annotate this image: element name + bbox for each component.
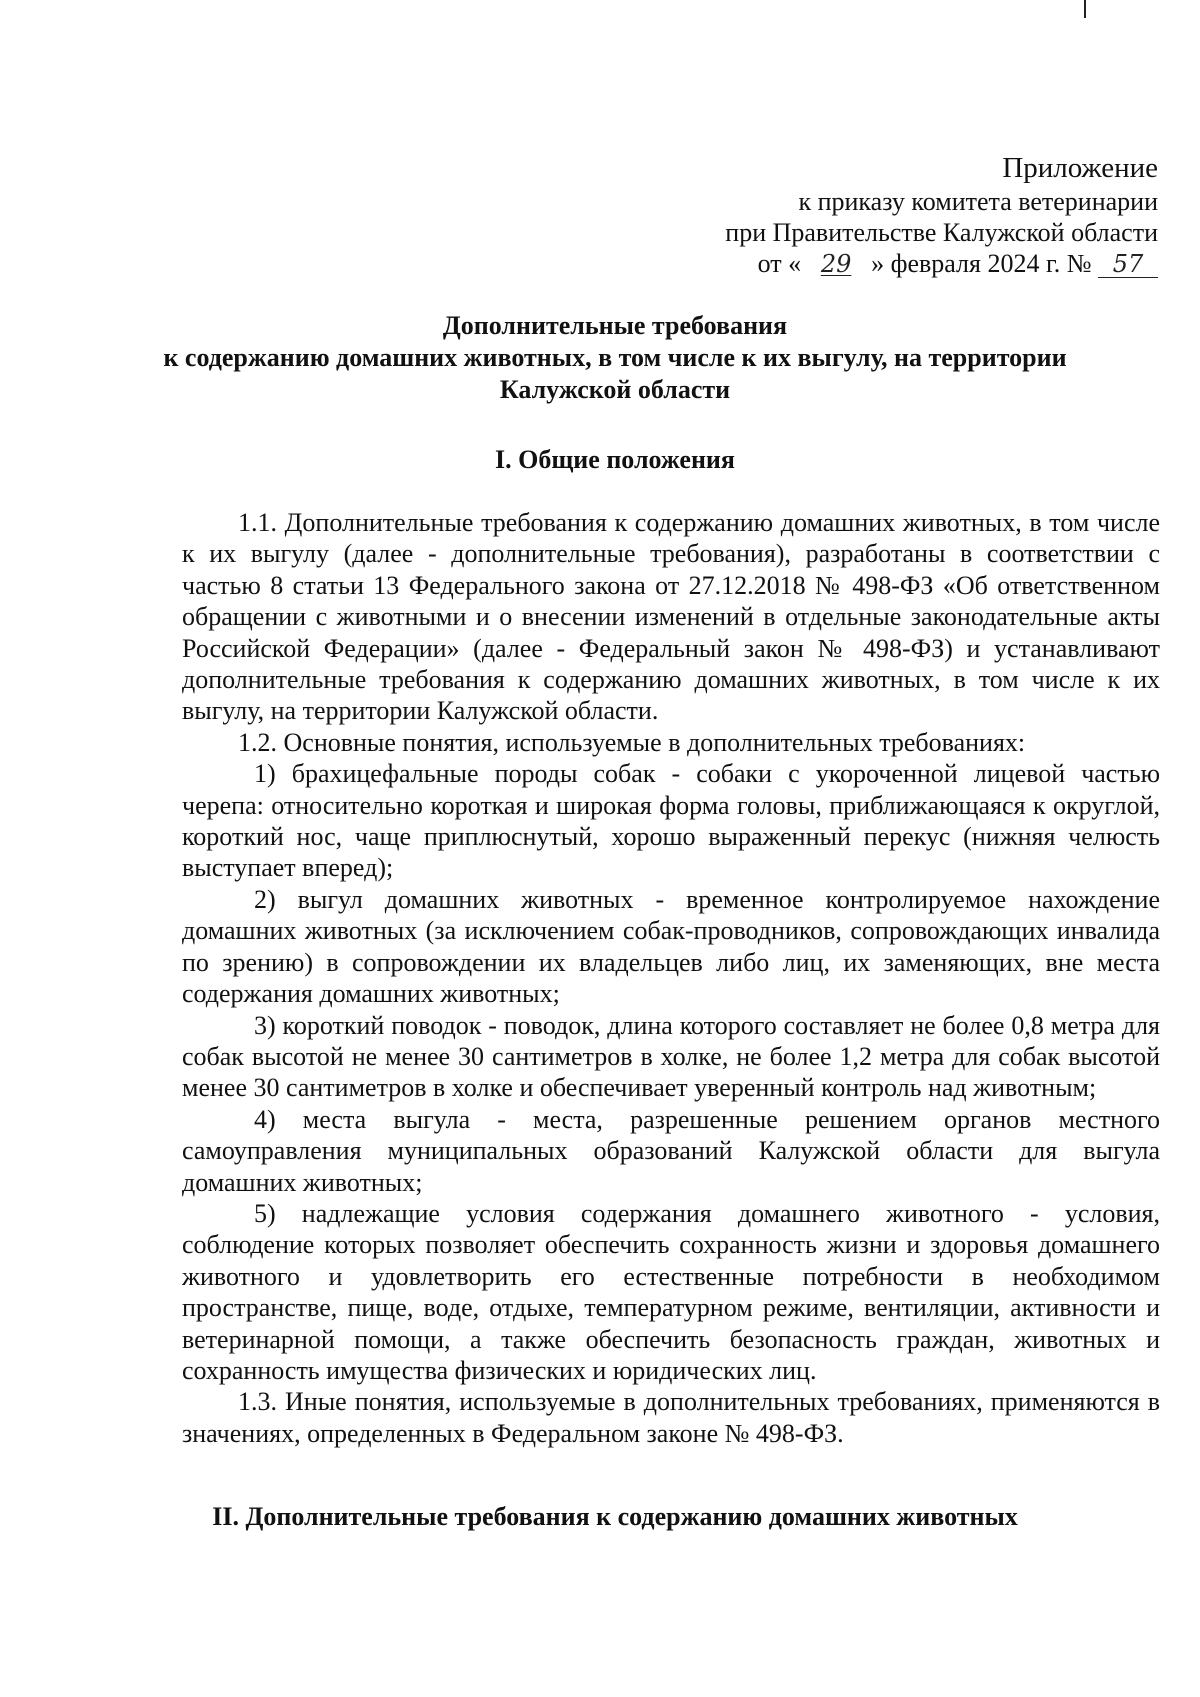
definition-item-3: 3) короткий поводок - поводок, длина которого составляет не более 0,8 метра для собак высотой не менее 30 сантиметров в холке, не более 1,2 метра для собак высотой менее 30 сантиметров в холке и обеспечивает уверенный контроль над животным; xyxy=(182,1010,1160,1103)
attachment-title: Приложение xyxy=(1002,152,1158,184)
definition-item-4: 4) места выгула - места, разрешенные решением органов местного самоуправления муниципальных образований Калужской области для выгула домашних животных; xyxy=(182,1104,1160,1197)
section-1-heading: I. Общие положения xyxy=(495,445,735,474)
document-title-line-3: Калужской области xyxy=(499,375,731,404)
definition-item-1: 1) брахицефальные породы собак - собаки с укороченной лицевой частью черепа: относительно короткая и широкая форма головы, приближающаяся к округлой, короткий нос, чаще приплюснутый, хорошо выраженный перекус (нижняя челюсть выступает вперед); xyxy=(182,759,1160,883)
document-title-line-1: Дополнительные требования xyxy=(442,311,788,340)
attachment-line-1: к приказу комитета ветеринарии xyxy=(798,187,1158,216)
section-2-heading: II. Дополнительные требования к содержанию домашних животных xyxy=(212,1502,1018,1531)
definition-item-5: 5) надлежащие условия содержания домашнего животного - условия, соблюдение которых позволяет обеспечить сохранность жизни и здоровья домашнего животного и удовлетворить его естественные потребности в необходимом пространстве, пище, воде, отдыхе, температурном режиме, вентиляции, активности и ветеринарной помощи, а также обеспечить безопасность граждан, животных и сохранность имущества физических и юридических лиц. xyxy=(182,1198,1160,1385)
handwritten-day: 29 xyxy=(820,250,852,278)
scan-corner-mark xyxy=(1084,0,1086,18)
attachment-date-line xyxy=(725,248,1158,280)
attachment-block xyxy=(725,150,1158,280)
date-prefix: от « xyxy=(757,249,802,278)
section-1-body xyxy=(182,507,1160,1449)
document-title xyxy=(110,310,1120,406)
paragraph-1-3: 1.3. Иные понятия, используемые в дополнительных требованиях, применяются в значениях, определенных в Федеральном законе № 498-ФЗ. xyxy=(182,1387,1160,1448)
document-title-line-2: к содержанию домашних животных, в том числе к их выгулу, на территории xyxy=(163,343,1067,372)
date-suffix: » февраля 2024 г. № xyxy=(871,249,1092,278)
definition-item-2: 2) выгул домашних животных - временное контролируемое нахождение домашних животных (за исключением собак-проводников, сопровождающих инвалида по зрению) в сопровождении их владельцев либо лиц, их заменяющих, вне места содержания домашних животных; xyxy=(182,884,1160,1009)
attachment-line-2: при Правительстве Калужской области xyxy=(725,218,1158,247)
paragraph-1-1: 1.1. Дополнительные требования к содержанию домашних животных, в том числе к их выгулу (далее - дополнительные требования), разработаны в соответствии с частью 8 статьи 13 Федерального закона от 27.12.2018 № 498-ФЗ «Об ответственном обращении с животными и о внесении изменений в отдельные законодательные акты Российской Федерации» (далее - Федеральный закон № 498-ФЗ) и устанавливают дополнительные требования к содержанию домашних животных, в том числе к их выгулу, на территории Калужской области. xyxy=(182,508,1160,726)
handwritten-order-number: 57 xyxy=(1098,251,1158,278)
paragraph-1-2: 1.2. Основные понятия, используемые в дополнительных требованиях: xyxy=(238,727,1026,757)
